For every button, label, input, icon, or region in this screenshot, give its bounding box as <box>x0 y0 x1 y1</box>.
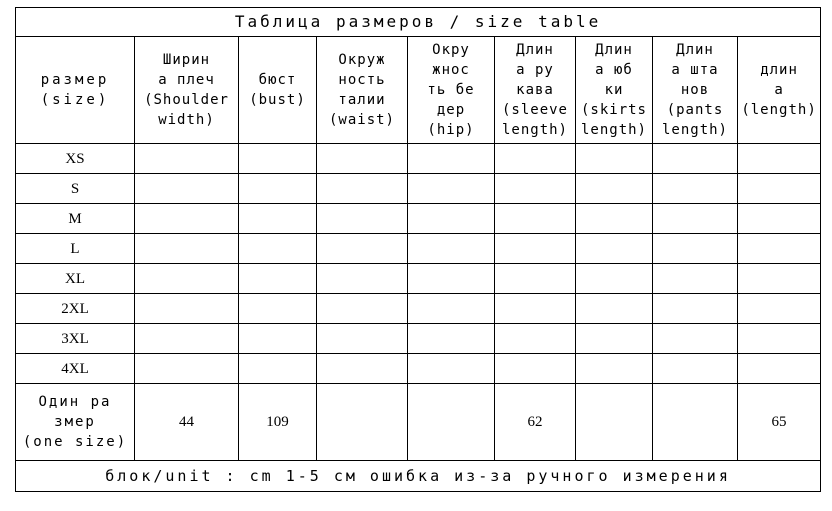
size-label: 3XL <box>16 324 135 354</box>
empty-cell <box>576 174 653 204</box>
empty-cell <box>576 294 653 324</box>
header-sleeve-length: Длин а ру кава (sleeve length) <box>495 37 576 144</box>
empty-cell <box>576 354 653 384</box>
size-row-xl <box>16 264 821 294</box>
empty-cell <box>738 294 821 324</box>
header-row <box>16 37 821 144</box>
empty-cell <box>495 204 576 234</box>
empty-cell <box>408 324 495 354</box>
empty-cell <box>653 204 738 234</box>
size-label: 2XL <box>16 294 135 324</box>
empty-cell <box>738 204 821 234</box>
empty-cell <box>738 234 821 264</box>
header-hip: Окру жнос ть бе дер (hip) <box>408 37 495 144</box>
empty-cell <box>408 294 495 324</box>
empty-cell <box>135 204 239 234</box>
empty-cell <box>135 324 239 354</box>
one-size-skirts-length <box>576 384 653 461</box>
table-footer-note: блок/unit : cm 1-5 см ошибка из-за ручного измерения <box>16 461 821 492</box>
empty-cell <box>495 354 576 384</box>
empty-cell <box>408 144 495 174</box>
table-title: Таблица размеров / size table <box>16 8 821 37</box>
empty-cell <box>576 144 653 174</box>
header-shoulder-width: Ширин а плеч (Shoulder width) <box>135 37 239 144</box>
empty-cell <box>738 324 821 354</box>
empty-cell <box>408 204 495 234</box>
empty-cell <box>317 294 408 324</box>
one-size-pants-length <box>653 384 738 461</box>
empty-cell <box>738 174 821 204</box>
empty-cell <box>653 234 738 264</box>
empty-cell <box>135 264 239 294</box>
empty-cell <box>653 144 738 174</box>
empty-cell <box>135 354 239 384</box>
empty-cell <box>576 324 653 354</box>
header-length: длин а (length) <box>738 37 821 144</box>
empty-cell <box>239 234 317 264</box>
empty-cell <box>317 264 408 294</box>
size-row-2xl <box>16 294 821 324</box>
size-row-m <box>16 204 821 234</box>
header-pants-length: Длин а шта нов (pants length) <box>653 37 738 144</box>
empty-cell <box>738 264 821 294</box>
empty-cell <box>495 264 576 294</box>
empty-cell <box>495 174 576 204</box>
empty-cell <box>408 354 495 384</box>
empty-cell <box>239 144 317 174</box>
one-size-bust: 109 <box>239 384 317 461</box>
empty-cell <box>576 204 653 234</box>
empty-cell <box>576 234 653 264</box>
empty-cell <box>653 294 738 324</box>
empty-cell <box>135 294 239 324</box>
empty-cell <box>495 234 576 264</box>
empty-cell <box>653 354 738 384</box>
empty-cell <box>408 264 495 294</box>
size-table <box>15 7 821 492</box>
empty-cell <box>317 354 408 384</box>
size-row-s <box>16 174 821 204</box>
empty-cell <box>495 144 576 174</box>
one-size-row <box>16 384 821 461</box>
empty-cell <box>135 144 239 174</box>
empty-cell <box>738 144 821 174</box>
empty-cell <box>576 264 653 294</box>
size-label: L <box>16 234 135 264</box>
empty-cell <box>653 174 738 204</box>
header-skirts-length: Длин а юб ки (skirts length) <box>576 37 653 144</box>
empty-cell <box>317 174 408 204</box>
header-waist: Окруж ность талии (waist) <box>317 37 408 144</box>
size-label: M <box>16 204 135 234</box>
empty-cell <box>239 324 317 354</box>
size-label: XS <box>16 144 135 174</box>
header-size: размер (size) <box>16 37 135 144</box>
empty-cell <box>317 204 408 234</box>
empty-cell <box>738 354 821 384</box>
empty-cell <box>239 294 317 324</box>
empty-cell <box>317 324 408 354</box>
one-size-label: Один ра змер (one size) <box>16 384 135 461</box>
size-row-l <box>16 234 821 264</box>
empty-cell <box>495 294 576 324</box>
size-label: XL <box>16 264 135 294</box>
empty-cell <box>239 264 317 294</box>
empty-cell <box>239 174 317 204</box>
one-size-hip <box>408 384 495 461</box>
one-size-shoulder-width: 44 <box>135 384 239 461</box>
empty-cell <box>408 234 495 264</box>
size-row-xs <box>16 144 821 174</box>
one-size-sleeve-length: 62 <box>495 384 576 461</box>
empty-cell <box>653 264 738 294</box>
empty-cell <box>653 324 738 354</box>
empty-cell <box>135 234 239 264</box>
empty-cell <box>317 234 408 264</box>
size-label: S <box>16 174 135 204</box>
header-bust: бюст (bust) <box>239 37 317 144</box>
size-label: 4XL <box>16 354 135 384</box>
empty-cell <box>239 354 317 384</box>
empty-cell <box>317 144 408 174</box>
empty-cell <box>408 174 495 204</box>
one-size-waist <box>317 384 408 461</box>
one-size-length: 65 <box>738 384 821 461</box>
empty-cell <box>239 204 317 234</box>
size-row-4xl <box>16 354 821 384</box>
size-row-3xl <box>16 324 821 354</box>
empty-cell <box>135 174 239 204</box>
empty-cell <box>495 324 576 354</box>
